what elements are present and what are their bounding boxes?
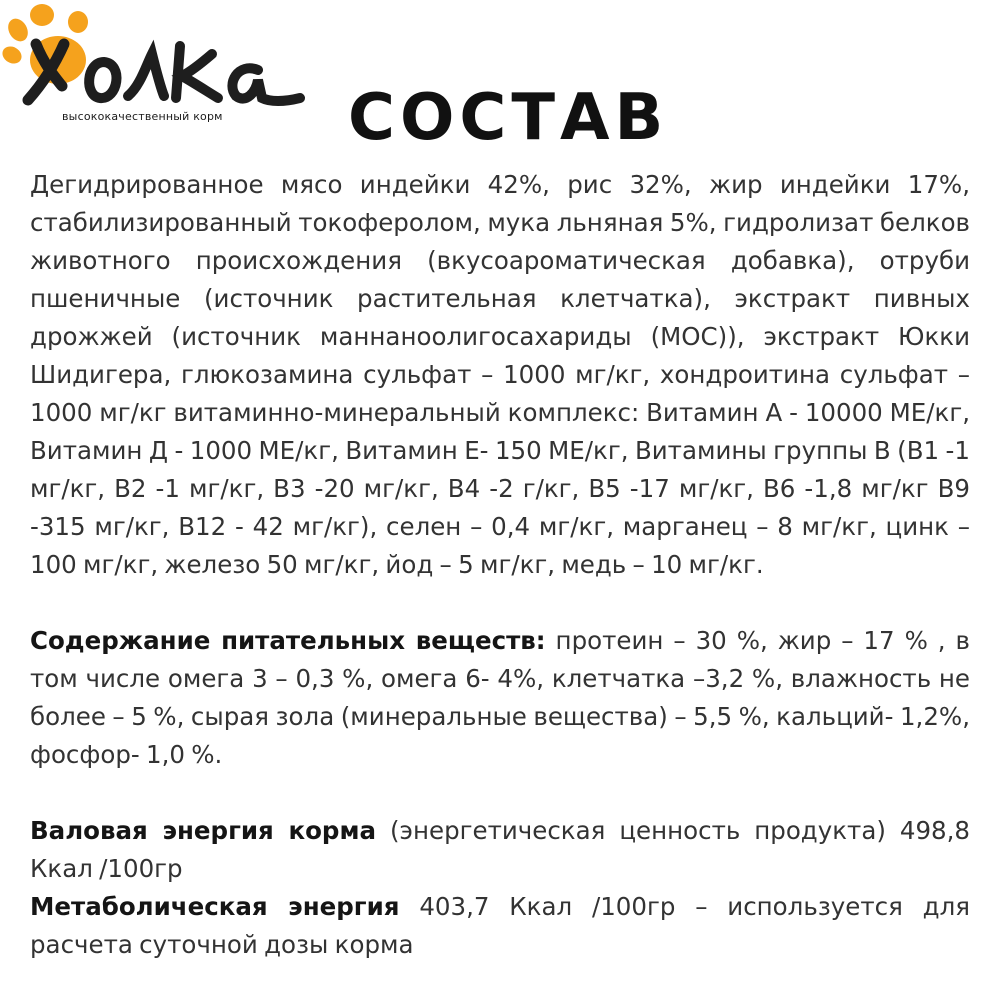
nutrients-text: протеин – 30 %, жир – 17 % , в том числе омега 3 – 0,3 %, омега 6- 4%, клетчатка –3,2 %, влажность не более – 5 %, сырая зола (минеральные вещества) – 5,5 %, кальций- 1,2%, фосфор- 1,0 %. xyxy=(30,626,970,769)
gross-energy-text: (энергетическая ценность продукта) 498,8 Ккал /100гр xyxy=(30,816,970,883)
brand-logo xyxy=(0,0,310,135)
paw-toe-icon xyxy=(68,11,88,33)
paw-toe-icon xyxy=(0,43,25,67)
gross-energy-paragraph xyxy=(30,812,970,888)
composition-paragraph: Дегидрированное мясо индейки 42%, рис 32%, жир индейки 17%, стабилизированный токоферолом, мука льняная 5%, гидролизат белков животного происхождения (вкусоароматическая добавка), отруби пшеничные (источник растительная клетчатка), экстракт пивных дрожжей (источник маннаноолигосахариды (МОС)), экстракт Юкки Шидигера, глюкозамина сульфат – 1000 мг/кг, хондроитина сульфат – 1000 мг/кг витаминно-минеральный комплекс: Витамин А - 10000 МЕ/кг, Витамин Д - 1000 МЕ/кг, Витамин Е- 150 МЕ/кг, Витамины группы В (В1 -1 мг/кг, В2 -1 мг/кг, В3 -20 мг/кг, В4 -2 г/кг, В5 -17 мг/кг, В6 -1,8 мг/кг В9 -315 мг/кг, В12 - 42 мг/кг), селен – 0,4 мг/кг, марганец – 8 мг/кг, цинк – 100 мг/кг, железо 50 мг/кг, йод – 5 мг/кг, медь – 10 мг/кг. xyxy=(30,170,970,579)
page-title: СОСТАВ xyxy=(348,81,669,155)
metabolic-energy-text: 403,7 Ккал /100гр – используется для расчета суточной дозы корма xyxy=(30,892,970,959)
paw-toe-icon xyxy=(4,15,32,45)
metabolic-energy-label: Метаболическая энергия xyxy=(30,892,400,921)
metabolic-energy-paragraph xyxy=(30,888,970,964)
composition-content xyxy=(30,166,970,964)
gross-energy-label: Валовая энергия корма xyxy=(30,816,377,845)
paw-toe-icon xyxy=(30,4,54,26)
nutrients-label: Содержание питательных веществ: xyxy=(30,626,546,655)
brand-tagline: высококачественный корм xyxy=(62,110,223,123)
nutrients-paragraph xyxy=(30,622,970,774)
